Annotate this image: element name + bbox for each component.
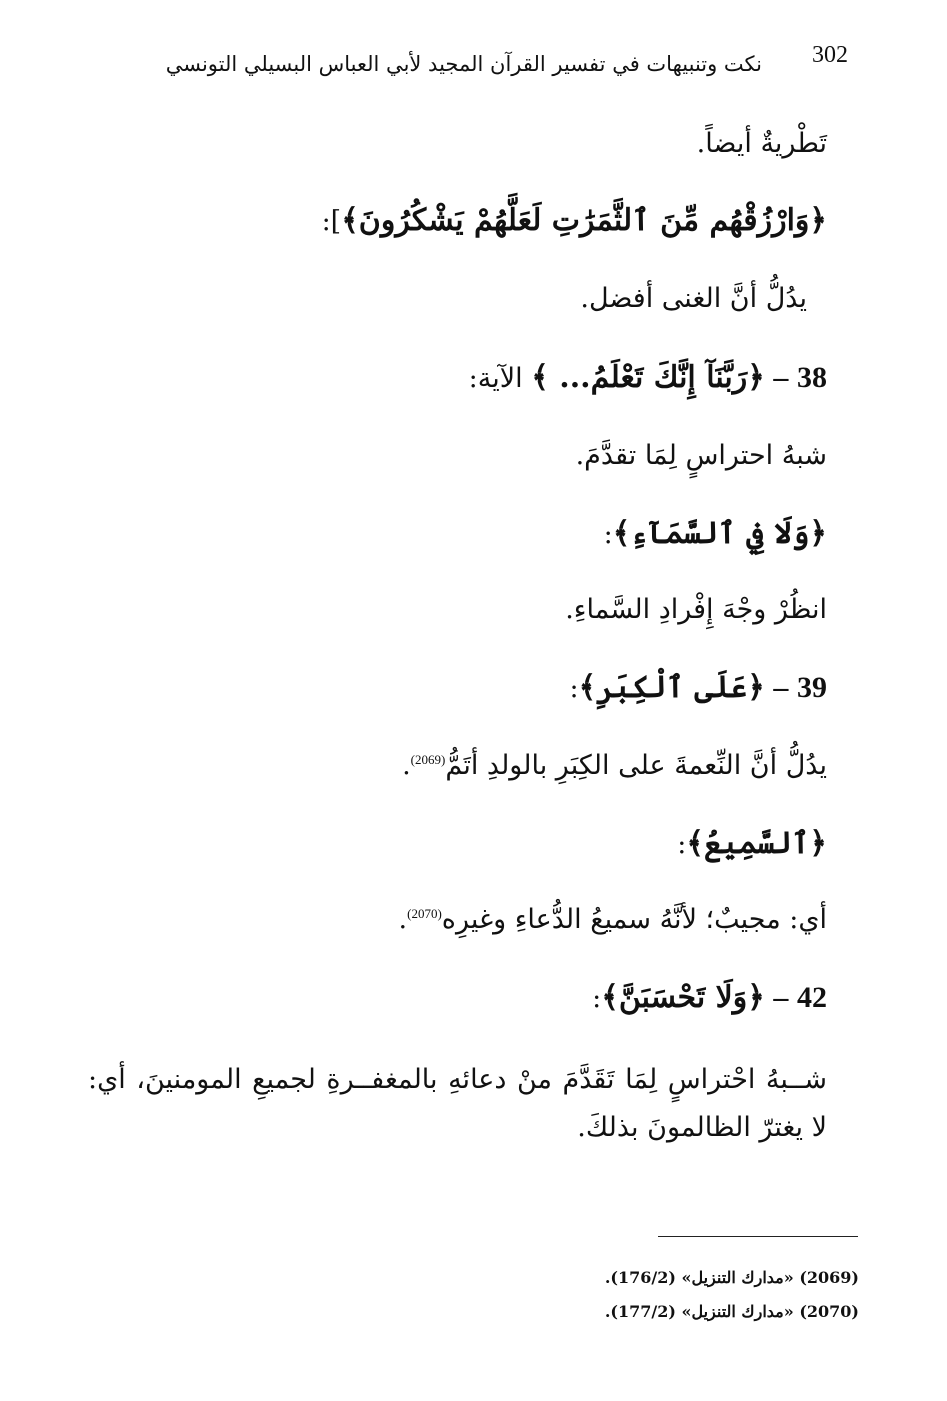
text-line-content: يدُلُّ أنَّ النِّعمةَ على الكِبَرِ بالولدِ أتَمُّ — [445, 750, 827, 781]
quran-verse-line — [677, 826, 827, 861]
footnote: (2070) «مدارك التنزيل» (177/2). — [604, 1302, 859, 1321]
quran-verse-line — [322, 203, 827, 238]
text-line-content: أي: مجيبٌ؛ لأنَّهُ سميعُ الدُّعاءِ وغيرِه — [441, 904, 827, 935]
quran-verse-line — [604, 516, 827, 551]
footnote-separator — [658, 1236, 858, 1237]
ayah-suffix: : — [569, 673, 579, 704]
verse-punctuation: ]: — [321, 206, 342, 237]
quran-verse: ﴿رَبَّنَآ إِنَّكَ تَعْلَمُ... ﴾ — [531, 360, 765, 395]
ayah-heading — [592, 980, 827, 1015]
ayah-dash: – — [773, 981, 789, 1014]
text-line — [402, 750, 827, 781]
ayah-suffix: : — [592, 983, 602, 1014]
footnote-reference: (2069) — [410, 752, 446, 767]
ayah-dash: – — [773, 361, 789, 394]
quran-verse: ﴿وَلَا فِي ٱلسَّمَآءِ﴾ — [612, 516, 827, 551]
text-line — [399, 904, 827, 935]
verse-punctuation: : — [677, 829, 687, 860]
text-line: انظُرْ وجْهَ إِفْرادِ السَّماءِ. — [565, 594, 827, 625]
quran-verse: ﴿عَلَى ٱلْكِبَرِ﴾ — [578, 670, 765, 705]
sentence-end: . — [398, 904, 408, 935]
ayah-dash: – — [773, 671, 789, 704]
running-header-title: نكت وتنبيهات في تفسير القرآن المجيد لأبي العباس البسيلي التونسي — [165, 52, 762, 76]
paragraph: شــبهُ احْتراسٍ لِمَا تَقَدَّمَ منْ دعائهِ بالمغفــرةِ لجميعِ المومنينَ، أي: لا يغترّ الظالمونَ بذلكَ. — [88, 1064, 827, 1143]
text-line: شبهُ احتراسٍ لِمَا تقدَّمَ. — [575, 440, 827, 471]
footnote: (2069) «مدارك التنزيل» (176/2). — [604, 1268, 859, 1287]
ayah-number: 39 — [797, 671, 827, 704]
ayah-heading — [469, 360, 827, 395]
quran-verse: ﴿وَلَا تَحْسَبَنَّ﴾ — [601, 980, 765, 1015]
ayah-heading — [569, 670, 827, 705]
text-line: تَطْريةٌ أيضاً. — [696, 128, 827, 159]
quran-verse: ﴿وَارْزُقْهُم مِّنَ ٱلثَّمَرَٰتِ لَعَلَّهُمْ يَشْكُرُونَ﴾ — [341, 203, 827, 238]
footnote-reference: (2070) — [407, 906, 442, 921]
text-line: يدُلُّ أنَّ الغنى أفضل. — [580, 283, 807, 314]
ayah-suffix: الآية: — [468, 363, 523, 394]
quran-verse: ﴿ٱلسَّمِيعُ﴾ — [686, 826, 827, 861]
sentence-end: . — [402, 750, 411, 781]
verse-punctuation: : — [603, 519, 613, 550]
ayah-number: 38 — [797, 361, 827, 394]
ayah-number: 42 — [797, 981, 827, 1014]
page-number: 302 — [812, 42, 848, 68]
